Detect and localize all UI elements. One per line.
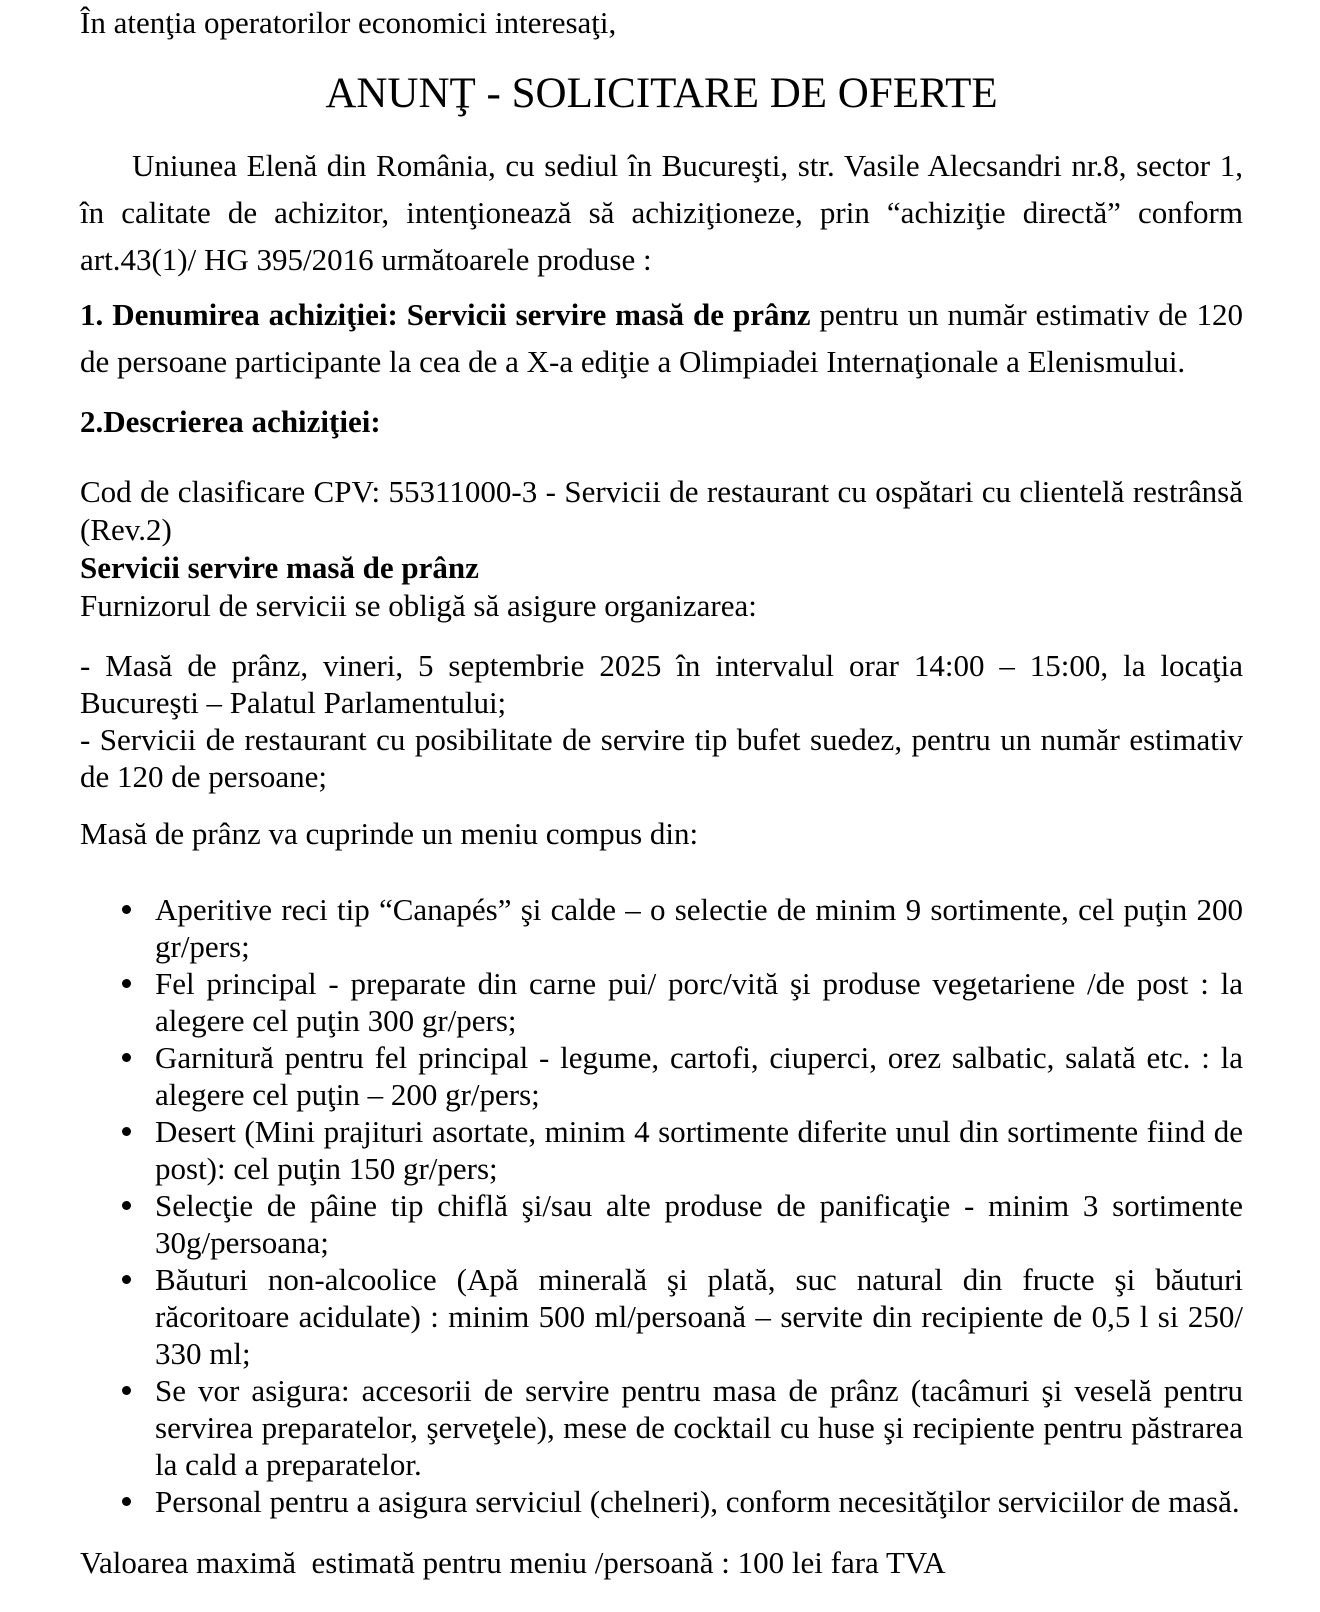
page-title: ANUNŢ - SOLICITARE DE OFERTE — [325, 70, 998, 117]
max-value-line: Valoarea maximă estimată pentru meniu /persoană : 100 lei fara TVA — [80, 1545, 946, 1580]
menu-item-appetizers: Aperitive reci tip “Canapés” şi calde – o selectie de minim 9 sortimente, cel puţin 200 gr/pers; — [155, 892, 1243, 964]
supplier-obligation-line: Furnizorul de servicii se obligă să asigure organizarea: — [80, 588, 757, 623]
menu-intro-line: Masă de prânz va cuprinde un meniu compus din: — [80, 816, 699, 851]
intro-paragraph: Uniunea Elenă din România, cu sediul în Bucureşti, str. Vasile Alecsandri nr.8, sector 1, în calitate de achizitor, intenţionează să achiziţioneze, prin “achiziţie directă” conform art.43(1)/ HG 395/2016 următoarele produse : — [80, 148, 1243, 277]
menu-item-accessories: Se vor asigura: accesorii de servire pentru masa de prânz (tacâmuri şi veselă pentru servirea preparatelor, şerveţele), mese de cocktail cu huse şi recipiente pentru păstrarea la cald a preparatelor. — [155, 1373, 1243, 1482]
section2-heading: 2.Descrierea achiziţiei: — [80, 404, 381, 439]
menu-item-staff: Personal pentru a asigura serviciul (chelneri), conform necesităţilor serviciilor de masă. — [155, 1483, 1243, 1520]
menu-item-drinks: Băuturi non-alcoolice (Apă minerală şi plată, suc natural din fructe şi băuturi răcoritoare acidulate) : minim 500 ml/persoană – servite din recipiente de 0,5 l si 250/ 330 ml; — [155, 1262, 1243, 1371]
section1-heading-bold: 1. Denumirea achiziţiei: Servicii servire masă de prânz — [80, 297, 811, 332]
menu-item-main-course: Fel principal - preparate din carne pui/ porc/vită şi produse vegetariene /de post : la alegere cel puţin 300 gr/pers; — [155, 966, 1243, 1038]
section1-paragraph — [80, 291, 1243, 385]
dash-item-lunch: - Masă de prânz, vineri, 5 septembrie 2025 în intervalul orar 14:00 – 15:00, la locaţia Bucureşti – Palatul Parlamentului; — [80, 648, 1243, 720]
salutation-line: În atenţia operatorilor economici interesaţi, — [80, 5, 617, 40]
cpv-classification-line: Cod de clasificare CPV: 55311000-3 - Servicii de restaurant cu ospătari cu clientelă restrânsă (Rev.2) — [80, 474, 1243, 547]
menu-item-side-dish: Garnitură pentru fel principal - legume, cartofi, ciuperci, orez salbatic, salată etc. : la alegere cel puţin – 200 gr/pers; — [155, 1040, 1243, 1112]
cpv-block — [80, 473, 1243, 625]
menu-item-dessert: Desert (Mini prajituri asortate, minim 4 sortimente diferite unul din sortimente fiind de post): cel puţin 150 gr/pers; — [155, 1114, 1243, 1186]
dash-items-block — [80, 647, 1243, 795]
menu-items-list — [80, 891, 1243, 1520]
menu-item-bread: Selecţie de pâine tip chiflă şi/sau alte produse de panificaţie - minim 3 sortimente 30g/persoana; — [155, 1188, 1243, 1260]
dash-item-restaurant: - Servicii de restaurant cu posibilitate de servire tip bufet suedez, pentru un număr estimativ de 120 de persoane; — [80, 722, 1243, 794]
service-subheading: Servicii servire masă de prânz — [80, 550, 479, 585]
section1-continuation: pentru un număr estimativ de 120 de persoane participante la cea de a X-a ediţie a Olimpiadei Internaţionale a Elenismului. — [80, 297, 1243, 379]
